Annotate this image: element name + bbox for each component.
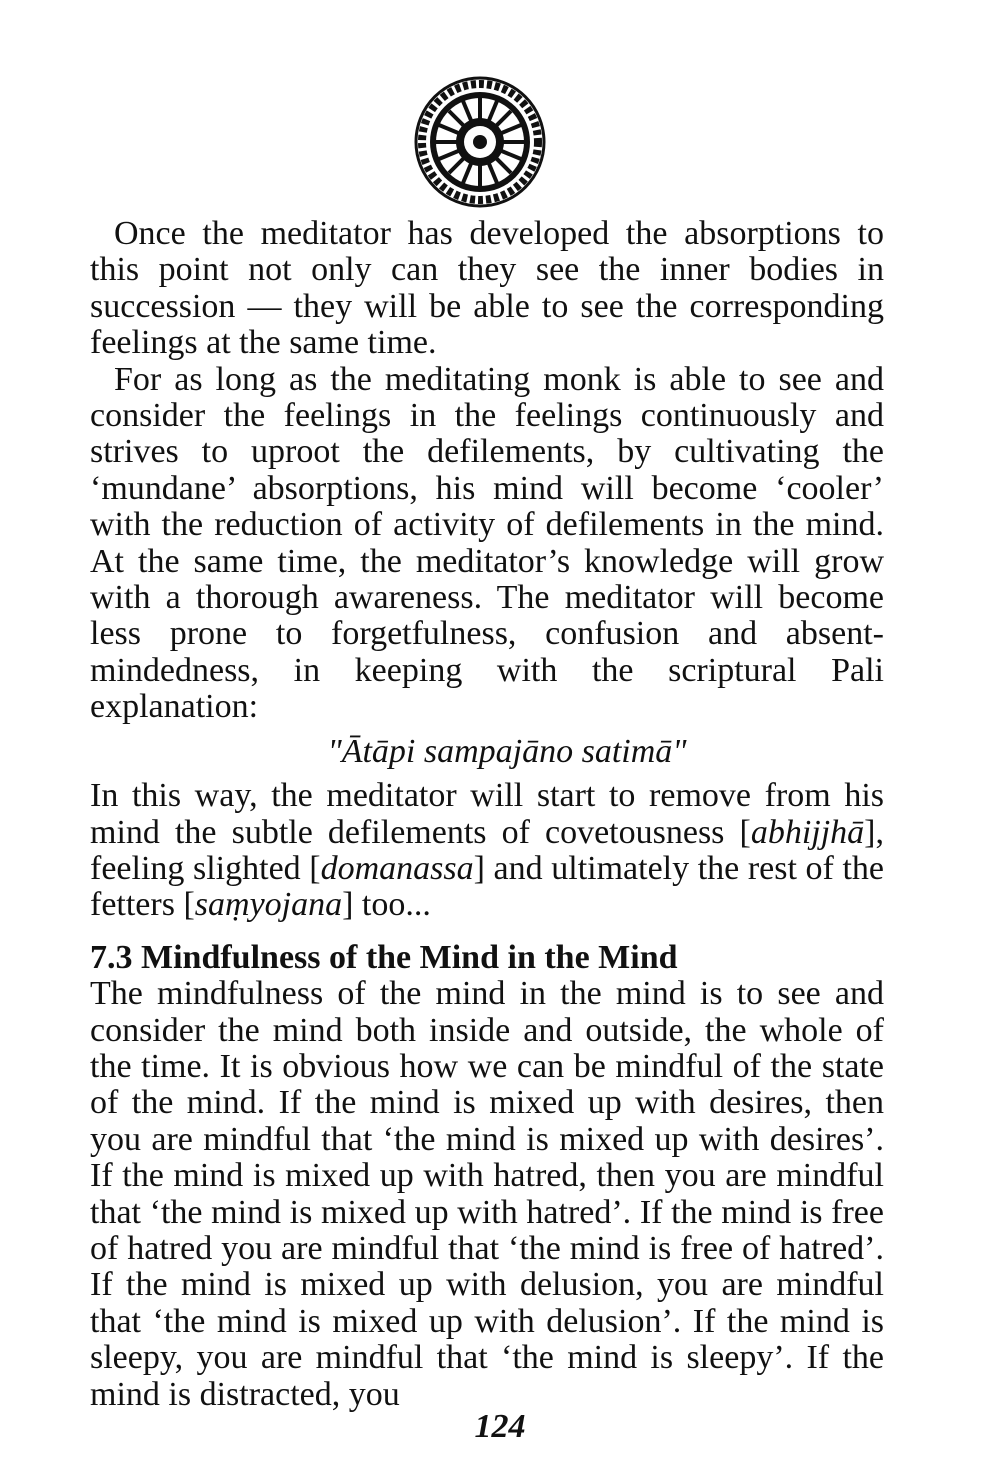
paragraph-2: For as long as the meditating monk is able to see and consider the feelings in the feelings continuously and strives to uproot the defilements, by cultivating the ‘mundane’ absorptions, his mind will become ‘cooler’ with the reduction of activity of defilements in the mind. At the same time, the meditator’s knowledge will grow with a thorough awareness. The meditator will become less prone to forgetfulness, confusion and absent-mindedness, in keeping with the scriptural Pali explanation:: [90, 360, 884, 726]
paragraph-4: The mindfulness of the mind in the mind is to see and consider the mind both inside and outside, the whole of the time. It is obvious how we can be mindful of the state of the mind. If the mind is mixed up with desires, then you are mindful that ‘the mind is mixed up with desires’. If the mind is mixed up with hatred, then you are mindful that ‘the mind is mixed up with hatred’. If the mind is free of hatred you are mindful that ‘the mind is free of hatred’. If the mind is mixed up with delusion, you are mindful that ‘the mind is mixed up with delusion’. If the mind is sleepy, you are mindful that ‘the mind is sleepy’. If the mind is distracted, you: [90, 975, 884, 1413]
pali-quote: "Ātāpi sampajāno satimā": [327, 732, 687, 770]
section-heading: 7.3 Mindfulness of the Mind in the Mind: [90, 938, 678, 976]
page-number: 124: [474, 1408, 526, 1445]
body-text: [90, 216, 884, 1413]
dhamma-wheel-icon: [412, 74, 548, 210]
paragraph-3: In this way, the meditator will start to remove from his mind the subtle defilements of covetousness [abhijjhā], feeling slighted [domanassa] and ultimately the rest of the fetters [saṃyojana] too...: [90, 777, 884, 924]
paragraph-1: Once the meditator has developed the absorptions to this point not only can they see the inner bodies in succession — they will be able to see the corresponding feelings at the same time.: [90, 215, 884, 362]
